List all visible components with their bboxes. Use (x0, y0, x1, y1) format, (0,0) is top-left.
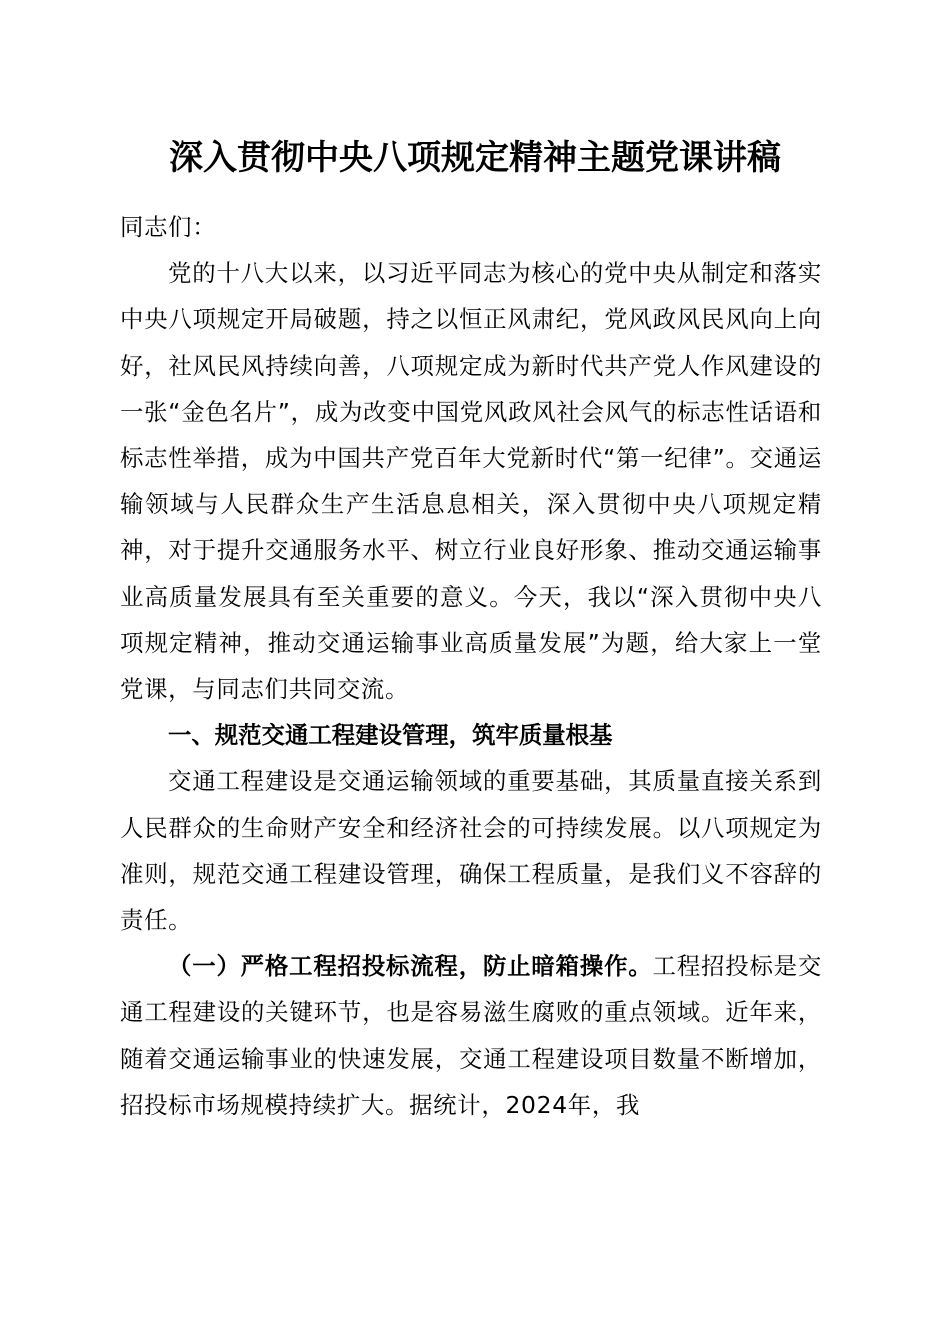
subsection-1-text: 工程招投标是交通工程建设的关键环节，也是容易滋生腐败的重点领域。近年来，随着交通运输事业的快速发展，交通工程建设项目数量不断增加，招投标市场规模持续扩大。据统计，2024年，我 (120, 952, 822, 1119)
subsection-1-paragraph (120, 943, 822, 1128)
salutation: 同志们： (120, 213, 217, 241)
document-body (120, 204, 822, 1128)
intro-paragraph: 党的十八大以来，以习近平同志为核心的党中央从制定和落实中央八项规定开局破题，持之以恒正风肃纪，党风政风民风向上向好，社风民风持续向善，八项规定成为新时代共产党人作风建设的一张“金色名片”，成为改变中国党风政风社会风气的标志性话语和标志性举措，成为中国共产党百年大党新时代“第一纪律”。交通运输领域与人民群众生产生活息息相关，深入贯彻中央八项规定精神，对于提升交通服务水平、树立行业良好形象、推动交通运输事业高质量发展具有至关重要的意义。今天，我以“深入贯彻中央八项规定精神，推动交通运输事业高质量发展”为题，给大家上一堂党课，与同志们共同交流。 (120, 259, 822, 704)
section-heading-1: 一、规范交通工程建设管理，筑牢质量根基 (168, 721, 613, 750)
document-title: 深入贯彻中央八项规定精神主题党课讲稿 (169, 138, 781, 178)
section-1-paragraph: 交通工程建设是交通运输领域的重要基础，其质量直接关系到人民群众的生命财产安全和经济社会的可持续发展。以八项规定为准则，规范交通工程建设管理，确保工程质量，是我们义不容辞的责任。 (120, 767, 822, 935)
subsection-1-lead: （一）严格工程招投标流程，防止暗箱操作。 (168, 952, 653, 981)
